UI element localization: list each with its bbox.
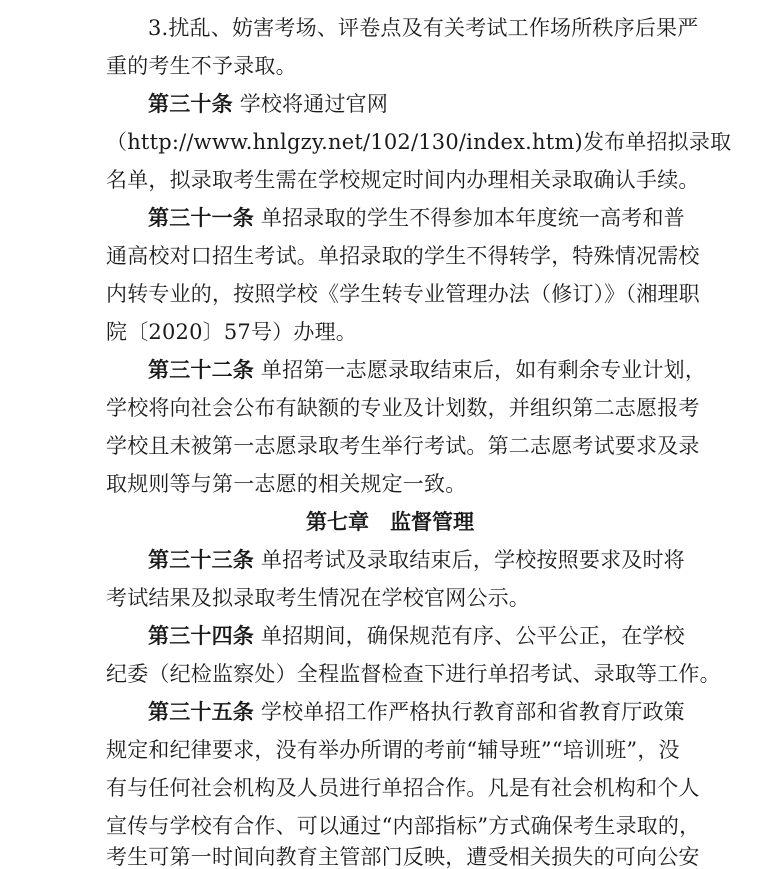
text-line: 纪委（纪检监察处）全程监督检查下进行单招考试、录取等工作。 <box>106 662 721 686</box>
article-heading-line: 第三十五条 学校单招工作严格执行教育部和省教育厅政策 <box>148 700 685 724</box>
text-line: 学校且未被第一志愿录取考生举行考试。第二志愿考试要求及录 <box>106 434 700 458</box>
text-line: 通高校对口招生考试。单招录取的学生不得转学，特殊情况需校 <box>106 244 700 268</box>
text-line: 3.扰乱、妨害考场、评卷点及有关考试工作场所秩序后果严 <box>148 16 699 40</box>
text-line: 院〔2020〕57号）办理。 <box>106 320 357 344</box>
text-line: 考试结果及拟录取考生情况在学校官网公示。 <box>106 586 530 610</box>
text-line: 取规则等与第一志愿的相关规定一致。 <box>106 472 467 496</box>
article-heading-line: 第三十条 学校将通过官网 <box>148 92 389 116</box>
text-line: 内转专业的，按照学校《学生转专业管理办法（修订）》（湘理职 <box>106 282 700 306</box>
chapter-heading: 第七章 监督管理 <box>306 510 474 534</box>
text-line: 学校将向社会公布有缺额的专业及计划数，并组织第二志愿报考 <box>106 396 700 420</box>
text-line: （http://www.hnlgzy.net/102/130/index.htm)发布单招拟录取 <box>106 130 732 154</box>
text-line: 有与任何社会机构及人员进行单招合作。凡是有社会机构和个人 <box>106 776 700 800</box>
text-line: 重的考生不予录取。 <box>106 54 297 78</box>
article-heading-line: 第三十三条 单招考试及录取结束后，学校按照要求及时将 <box>148 548 685 572</box>
text-line: 规定和纪律要求，没有举办所谓的考前“辅导班”“培训班”，没 <box>106 738 680 762</box>
article-heading-line: 第三十四条 单招期间，确保规范有序、公平公正，在学校 <box>148 624 685 648</box>
article-heading-line: 第三十二条 单招第一志愿录取结束后，如有剩余专业计划， <box>148 358 707 382</box>
text-line: 宣传与学校有合作、可以通过“内部指标”方式确保考生录取的， <box>106 814 701 838</box>
text-line: 名单，拟录取考生需在学校规定时间内办理相关录取确认手续。 <box>106 168 700 192</box>
text-line: 考生可第一时间向教育主管部门反映，遭受相关损失的可向公安 <box>106 845 700 869</box>
article-heading-line: 第三十一条 单招录取的学生不得参加本年度统一高考和普 <box>148 206 685 230</box>
